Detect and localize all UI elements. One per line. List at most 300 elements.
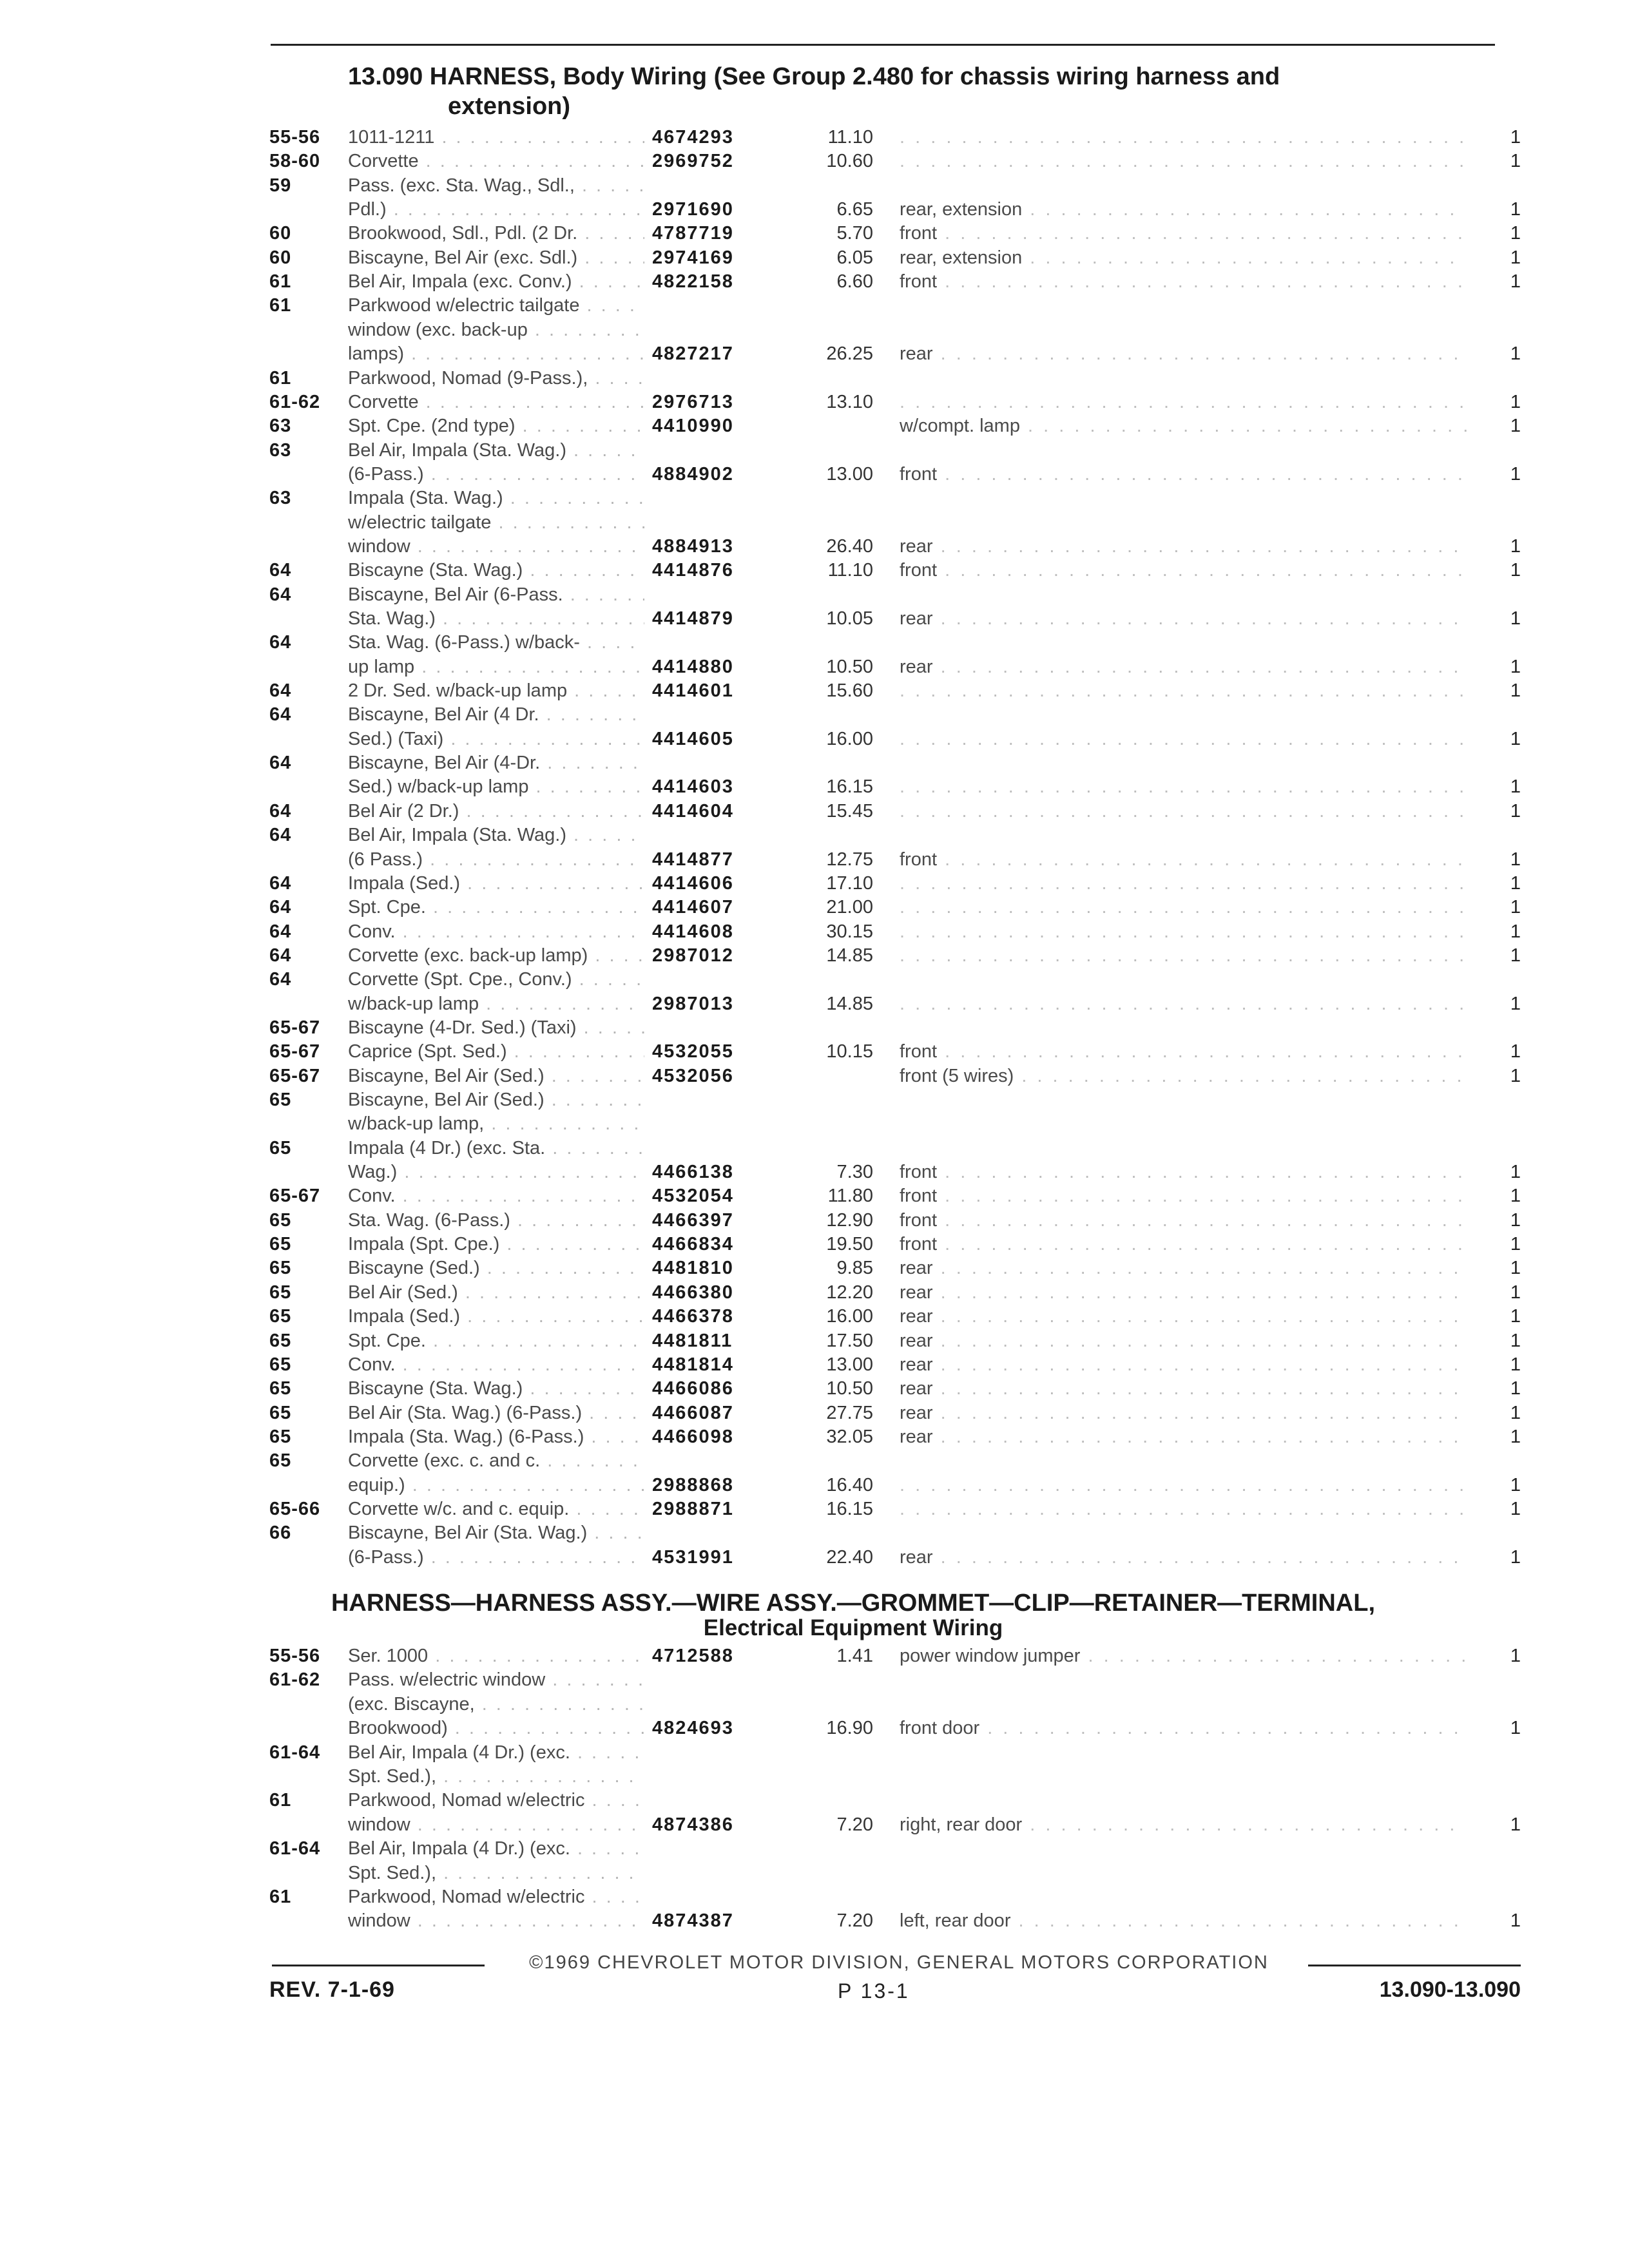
table-row (0, 1741, 1629, 1764)
part-number-cell: 4884913 (652, 535, 734, 557)
model-cell: Corvette (exc. back-up lamp) . . . (348, 944, 644, 967)
part-number-cell: 2971690 (652, 199, 734, 220)
description-cell: w/compt. lamp . . . (900, 414, 1467, 437)
year-cell: 65 (269, 1090, 292, 1110)
description-cell: front . . . (900, 270, 1467, 293)
price-cell: 15.45 (826, 800, 873, 822)
price-cell: 32.05 (826, 1426, 873, 1447)
price-cell: 13.00 (826, 1354, 873, 1375)
price-cell: 17.10 (826, 872, 873, 894)
year-cell: 65 (269, 1282, 292, 1303)
model-cell: Biscayne, Bel Air (4 Dr. . . . (348, 703, 644, 726)
year-cell: 61 (269, 271, 292, 293)
model-cell: Ser. 1000 . . . (348, 1644, 644, 1667)
year-cell: 65-67 (269, 1017, 321, 1038)
price-cell: 27.75 (826, 1402, 873, 1423)
description-cell: rear . . . (900, 1425, 1467, 1448)
quantity-cell: 1 (1510, 776, 1521, 798)
model-cell: window . . . (348, 1909, 644, 1932)
quantity-cell: 1 (1510, 1498, 1521, 1519)
quantity-cell: 1 (1510, 897, 1521, 918)
model-cell: Biscayne, Bel Air (Sed.) . . . (348, 1088, 644, 1111)
quantity-cell: 1 (1510, 223, 1521, 244)
price-cell: 12.75 (826, 849, 873, 870)
quantity-cell: 1 (1510, 1402, 1521, 1423)
part-number-cell: 4466087 (652, 1402, 734, 1423)
model-cell: lamps) . . . (348, 342, 644, 365)
year-cell: 65 (269, 1306, 292, 1327)
description-cell: front . . . (900, 222, 1467, 245)
model-cell: Bel Air, Impala (Sta. Wag.) . . . (348, 439, 644, 462)
description-cell: front (5 wires) . . . (900, 1064, 1467, 1088)
table-row (0, 1716, 1629, 1740)
year-cell: 61-62 (269, 391, 321, 412)
price-cell: 21.00 (826, 897, 873, 918)
price-cell: 7.30 (836, 1162, 873, 1183)
model-cell: Pass. w/electric window . . . (348, 1668, 644, 1691)
price-cell: 14.85 (826, 993, 873, 1014)
quantity-cell: 1 (1510, 1330, 1521, 1351)
part-number-cell: 2976713 (652, 391, 734, 412)
model-cell: Spt. Sed.), . . . (348, 1861, 644, 1885)
model-cell: Corvette (exc. c. and c. . . . (348, 1449, 644, 1472)
price-cell: 10.50 (826, 656, 873, 677)
year-cell: 61 (269, 1790, 292, 1811)
part-number-cell: 4466378 (652, 1306, 734, 1327)
price-cell: 6.60 (836, 271, 873, 293)
model-cell: Corvette (Spt. Cpe., Conv.) . . . (348, 968, 644, 991)
quantity-cell: 1 (1510, 247, 1521, 268)
model-cell: (6 Pass.) . . . (348, 848, 644, 871)
year-cell: 65-66 (269, 1498, 321, 1519)
quantity-cell: 1 (1510, 271, 1521, 293)
year-cell: 64 (269, 584, 292, 605)
description-cell: front . . . (900, 1233, 1467, 1256)
quantity-cell: 1 (1510, 463, 1521, 485)
model-cell: Bel Air (2 Dr.) . . . (348, 800, 644, 823)
description-cell: rear . . . (900, 342, 1467, 365)
model-cell: Bel Air, Impala (4 Dr.) (exc. . . . (348, 1741, 644, 1764)
description-cell: rear . . . (900, 535, 1467, 558)
price-cell: 10.05 (826, 608, 873, 629)
model-cell: Bel Air, Impala (4 Dr.) (exc. . . . (348, 1837, 644, 1860)
year-cell: 61 (269, 367, 292, 389)
part-number-cell: 4466834 (652, 1234, 734, 1255)
table-row (0, 1861, 1629, 1885)
description-cell: front . . . (900, 463, 1467, 486)
quantity-cell: 1 (1510, 728, 1521, 749)
model-cell: Brookwood, Sdl., Pdl. (2 Dr. . . . (348, 222, 644, 245)
price-cell: 16.00 (826, 728, 873, 749)
model-cell: Biscayne, Bel Air (Sed.) . . . (348, 1064, 644, 1088)
model-cell: Corvette . . . (348, 390, 644, 414)
quantity-cell: 1 (1510, 1065, 1521, 1086)
part-number-cell: 4414607 (652, 897, 734, 918)
quantity-cell: 1 (1510, 1646, 1521, 1666)
model-cell: Brookwood) . . . (348, 1716, 644, 1740)
revision-date: REV. 7-1-69 (269, 1977, 395, 2002)
part-number-cell: 4466086 (652, 1378, 734, 1399)
group-range: 13.090-13.090 (1379, 1977, 1521, 2002)
quantity-cell: 1 (1510, 608, 1521, 629)
part-number-cell: 2988871 (652, 1498, 734, 1519)
price-cell: 14.85 (826, 945, 873, 966)
year-cell: 65 (269, 1258, 292, 1279)
description-cell: front . . . (900, 559, 1467, 582)
year-cell: 64 (269, 897, 292, 918)
table-row (0, 1813, 1629, 1836)
quantity-cell: 1 (1510, 1282, 1521, 1303)
table-row (0, 1885, 1629, 1908)
price-cell: 19.50 (826, 1234, 873, 1255)
part-number-cell: 2969752 (652, 151, 734, 172)
page-number: P 13-1 (838, 1979, 910, 2003)
year-cell: 55-56 (269, 127, 321, 148)
price-cell: 16.15 (826, 1498, 873, 1519)
price-cell: 30.15 (826, 921, 873, 942)
price-cell: 22.40 (826, 1546, 873, 1568)
quantity-cell: 1 (1510, 1378, 1521, 1399)
year-cell: 65 (269, 1209, 292, 1231)
part-number-cell: 4532054 (652, 1186, 734, 1207)
quantity-cell: 1 (1510, 1186, 1521, 1207)
heading-line-1: 13.090 HARNESS, Body Wiring (See Group 2.480 for chassis wiring harness and (348, 63, 1280, 90)
year-cell: 65 (269, 1426, 292, 1447)
model-cell: Spt. Cpe. . . . (348, 896, 644, 919)
model-cell: Biscayne (Sed.) . . . (348, 1256, 644, 1280)
description-cell: rear, extension . . . (900, 246, 1467, 269)
description-cell: rear . . . (900, 1401, 1467, 1425)
model-cell: Biscayne, Bel Air (exc. Sdl.) . . . (348, 246, 644, 269)
model-cell: Impala (Spt. Cpe.) . . . (348, 1233, 644, 1256)
model-cell: Impala (4 Dr.) (exc. Sta. . . . (348, 1137, 644, 1160)
model-cell: window . . . (348, 1813, 644, 1836)
model-cell: Sta. Wag.) . . . (348, 607, 644, 630)
price-cell: 16.90 (826, 1718, 873, 1739)
year-cell: 61-64 (269, 1838, 321, 1860)
year-cell: 65 (269, 1378, 292, 1399)
model-cell: Impala (Sed.) . . . (348, 872, 644, 895)
year-cell: 64 (269, 921, 292, 942)
quantity-cell: 1 (1510, 127, 1521, 148)
price-cell: 1.41 (836, 1646, 873, 1666)
model-cell: Bel Air, Impala (Sta. Wag.) . . . (348, 823, 644, 847)
model-cell: Biscayne (Sta. Wag.) . . . (348, 559, 644, 582)
part-number-cell: 2988868 (652, 1474, 734, 1495)
price-cell: 10.50 (826, 1378, 873, 1399)
quantity-cell: 1 (1510, 1474, 1521, 1495)
part-number-cell: 4414601 (652, 680, 734, 702)
model-cell: Corvette w/c. and c. equip. . . . (348, 1497, 644, 1521)
model-cell: Conv. . . . (348, 1353, 644, 1376)
quantity-cell: 1 (1510, 1234, 1521, 1255)
model-cell: Impala (Sta. Wag.) (6-Pass.) . . . (348, 1425, 644, 1448)
model-cell: Biscayne (Sta. Wag.) . . . (348, 1377, 644, 1400)
table-row (0, 1644, 1629, 1667)
quantity-cell: 1 (1510, 1209, 1521, 1231)
part-number-cell: 4414606 (652, 872, 734, 894)
description-cell: rear . . . (900, 1305, 1467, 1328)
part-number-cell: 4414603 (652, 776, 734, 798)
part-number-cell: 4884902 (652, 463, 734, 485)
price-cell: 17.50 (826, 1330, 873, 1351)
quantity-cell: 1 (1510, 416, 1521, 437)
part-number-cell: 4481814 (652, 1354, 734, 1375)
description-cell: rear, extension . . . (900, 198, 1467, 221)
year-cell: 65 (269, 1234, 292, 1255)
quantity-cell: 1 (1510, 535, 1521, 557)
price-cell: 7.20 (836, 1814, 873, 1835)
price-cell: 11.10 (827, 560, 873, 581)
description-cell: rear . . . (900, 1281, 1467, 1304)
description-cell: front . . . (900, 1160, 1467, 1184)
price-cell: 10.15 (826, 1041, 873, 1062)
part-number-cell: 4410990 (652, 416, 734, 437)
part-number-cell: 2987013 (652, 993, 734, 1014)
part-number-cell: 4466380 (652, 1282, 734, 1303)
model-cell: Parkwood, Nomad w/electric . . . (348, 1885, 644, 1908)
part-number-cell: 4827217 (652, 343, 734, 365)
description-cell: front door . . . (900, 1716, 1467, 1740)
quantity-cell: 1 (1510, 1814, 1521, 1835)
year-cell: 64 (269, 560, 292, 581)
part-number-cell: 4532055 (652, 1041, 734, 1062)
part-number-cell: 4481811 (652, 1330, 733, 1351)
year-cell: 64 (269, 825, 292, 846)
heading-line-1: HARNESS—HARNESS ASSY.—WIRE ASSY.—GROMMET—CLIP—RETAINER—TERMINAL, (331, 1590, 1376, 1617)
model-cell: window . . . (348, 535, 644, 558)
year-cell: 63 (269, 439, 292, 461)
year-cell: 63 (269, 416, 292, 437)
year-cell: 58-60 (269, 151, 321, 172)
quantity-cell: 1 (1510, 1258, 1521, 1279)
price-cell: 12.90 (826, 1209, 873, 1231)
year-cell: 65 (269, 1354, 292, 1375)
price-cell: 9.85 (836, 1258, 873, 1279)
year-cell: 64 (269, 872, 292, 894)
year-cell: 65-67 (269, 1041, 321, 1062)
part-number-cell: 4481810 (652, 1258, 734, 1279)
description-cell: left, rear door . . . (900, 1909, 1467, 1932)
part-number-cell: 2987012 (652, 945, 734, 966)
year-cell: 65 (269, 1137, 292, 1158)
price-cell: 13.00 (826, 463, 873, 485)
year-cell: 65-67 (269, 1065, 321, 1086)
description-cell: rear . . . (900, 1329, 1467, 1352)
model-cell: 2 Dr. Sed. w/back-up lamp . . . (348, 679, 644, 702)
model-cell: equip.) . . . (348, 1474, 644, 1497)
description-cell: rear . . . (900, 655, 1467, 678)
model-cell: Parkwood, Nomad (9-Pass.), . . . (348, 367, 644, 390)
price-cell: 15.60 (826, 680, 873, 702)
part-number-cell: 4874387 (652, 1910, 734, 1932)
quantity-cell: 1 (1510, 680, 1521, 702)
part-number-cell: 4787719 (652, 223, 734, 244)
price-cell: 26.25 (826, 343, 873, 365)
description-cell: power window jumper . . . (900, 1644, 1467, 1667)
description-cell: rear . . . (900, 1353, 1467, 1376)
part-number-cell: 4414880 (652, 656, 734, 677)
year-cell: 55-56 (269, 1646, 321, 1666)
description-cell: rear . . . (900, 607, 1467, 630)
year-cell: 65 (269, 1450, 292, 1472)
quantity-cell: 1 (1510, 800, 1521, 822)
price-cell: 16.40 (826, 1474, 873, 1495)
model-cell: Wag.) . . . (348, 1160, 644, 1184)
year-cell: 61-64 (269, 1742, 321, 1763)
heading-line-2: Electrical Equipment Wiring (703, 1615, 1003, 1640)
model-cell: Impala (Sed.) . . . (348, 1305, 644, 1328)
year-cell: 66 (269, 1523, 292, 1544)
part-number-cell: 4712588 (652, 1646, 734, 1666)
quantity-cell: 1 (1510, 343, 1521, 365)
part-number-cell: 4822158 (652, 271, 734, 293)
description-cell: rear . . . (900, 1256, 1467, 1280)
model-cell: 1011-1211 . . . (348, 126, 644, 149)
quantity-cell: 1 (1510, 921, 1521, 942)
model-cell: Pdl.) . . . (348, 198, 644, 221)
table-row (0, 1837, 1629, 1860)
price-cell: 11.80 (827, 1186, 873, 1207)
description-cell: right, rear door . . . (900, 1813, 1467, 1836)
year-cell: 61 (269, 1887, 292, 1907)
price-cell: 6.65 (836, 199, 873, 220)
price-cell: 5.70 (836, 223, 873, 244)
description-cell: front . . . (900, 1184, 1467, 1207)
year-cell: 65 (269, 1330, 292, 1351)
model-cell: Impala (Sta. Wag.) . . . (348, 486, 644, 510)
model-cell: Conv. . . . (348, 920, 644, 943)
price-cell: 7.20 (836, 1910, 873, 1932)
description-cell: front . . . (900, 848, 1467, 871)
model-cell: Biscayne, Bel Air (6-Pass. . . . (348, 583, 644, 606)
model-cell: Spt. Sed.), . . . (348, 1765, 644, 1788)
year-cell: 63 (269, 488, 292, 509)
description-cell: rear . . . (900, 1546, 1467, 1569)
model-cell: Sta. Wag. (6-Pass.) . . . (348, 1209, 644, 1232)
part-number-cell: 4414605 (652, 728, 734, 749)
year-cell: 65-67 (269, 1186, 321, 1207)
model-cell: Corvette . . . (348, 149, 644, 173)
model-cell: Bel Air (Sta. Wag.) (6-Pass.) . . . (348, 1401, 644, 1425)
part-number-cell: 4414877 (652, 849, 734, 870)
year-cell: 64 (269, 800, 292, 822)
model-cell: Sed.) (Taxi) . . . (348, 727, 644, 751)
description-cell: rear . . . (900, 1377, 1467, 1400)
model-cell: Caprice (Spt. Sed.) . . . (348, 1040, 644, 1063)
price-cell: 16.00 (826, 1306, 873, 1327)
copyright-line: ©1969 CHEVROLET MOTOR DIVISION, GENERAL MOTORS CORPORATION (529, 1952, 1269, 1973)
quantity-cell: 1 (1510, 656, 1521, 677)
model-cell: Sta. Wag. (6-Pass.) w/back- . . . (348, 631, 644, 654)
table-row (0, 1789, 1629, 1812)
quantity-cell: 1 (1510, 1718, 1521, 1739)
part-number-cell: 4414604 (652, 800, 734, 822)
quantity-cell: 1 (1510, 1546, 1521, 1568)
price-cell: 12.20 (826, 1282, 873, 1303)
quantity-cell: 1 (1510, 151, 1521, 172)
quantity-cell: 1 (1510, 391, 1521, 412)
table-row (0, 1668, 1629, 1691)
year-cell: 61-62 (269, 1669, 321, 1691)
year-cell: 64 (269, 753, 292, 774)
quantity-cell: 1 (1510, 993, 1521, 1014)
part-number-cell: 4532056 (652, 1065, 734, 1086)
model-cell: Bel Air, Impala (exc. Conv.) . . . (348, 270, 644, 293)
model-cell: Bel Air (Sed.) . . . (348, 1281, 644, 1304)
price-cell: 11.10 (827, 127, 873, 148)
model-cell: up lamp . . . (348, 655, 644, 678)
quantity-cell: 1 (1510, 945, 1521, 966)
price-cell: 13.10 (826, 391, 873, 412)
model-cell: w/back-up lamp . . . (348, 992, 644, 1015)
model-cell: (exc. Biscayne, . . . (348, 1693, 644, 1716)
part-number-cell: 2974169 (652, 247, 734, 268)
quantity-cell: 1 (1510, 1306, 1521, 1327)
price-cell: 26.40 (826, 535, 873, 557)
quantity-cell: 1 (1510, 872, 1521, 894)
description-cell: front . . . (900, 1209, 1467, 1232)
model-cell: (6-Pass.) . . . (348, 1546, 644, 1569)
description-cell: front . . . (900, 1040, 1467, 1063)
footer-rule-left (272, 1965, 485, 1966)
model-cell: Biscayne, Bel Air (4-Dr. . . . (348, 751, 644, 774)
year-cell: 64 (269, 680, 292, 702)
model-cell: Biscayne (4-Dr. Sed.) (Taxi) . . . (348, 1016, 644, 1039)
part-number-cell: 4466098 (652, 1426, 734, 1447)
table-row (0, 1909, 1629, 1932)
part-number-cell: 4414876 (652, 560, 734, 581)
model-cell: window (exc. back-up . . . (348, 318, 644, 341)
quantity-cell: 1 (1510, 199, 1521, 220)
model-cell: (6-Pass.) . . . (348, 463, 644, 486)
part-number-cell: 4531991 (652, 1546, 734, 1568)
quantity-cell: 1 (1510, 849, 1521, 870)
model-cell: Sed.) w/back-up lamp . . . (348, 775, 644, 798)
model-cell: Conv. . . . (348, 1184, 644, 1207)
part-number-cell: 4466397 (652, 1209, 734, 1231)
table-row (0, 1693, 1629, 1716)
model-cell: Biscayne, Bel Air (Sta. Wag.) . . . (348, 1521, 644, 1544)
table-row (0, 1765, 1629, 1788)
part-number-cell: 4466138 (652, 1162, 734, 1183)
model-cell: Parkwood, Nomad w/electric . . . (348, 1789, 644, 1812)
model-cell: Spt. Cpe. . . . (348, 1329, 644, 1352)
quantity-cell: 1 (1510, 1041, 1521, 1062)
model-cell: w/electric tailgate . . . (348, 511, 644, 534)
year-cell: 60 (269, 223, 292, 244)
year-cell: 65 (269, 1402, 292, 1423)
year-cell: 61 (269, 295, 292, 316)
part-number-cell: 4414608 (652, 921, 734, 942)
quantity-cell: 1 (1510, 1354, 1521, 1375)
quantity-cell: 1 (1510, 1910, 1521, 1932)
part-number-cell: 4874386 (652, 1814, 734, 1835)
model-cell: Parkwood w/electric tailgate . . . (348, 294, 644, 317)
heading-line-2: extension) (448, 93, 571, 120)
price-cell: 10.60 (826, 151, 873, 172)
model-cell: w/back-up lamp, . . . (348, 1112, 644, 1135)
model-cell: Pass. (exc. Sta. Wag., Sdl., . . . (348, 174, 644, 197)
year-cell: 60 (269, 247, 292, 268)
year-cell: 64 (269, 969, 292, 990)
year-cell: 59 (269, 175, 292, 196)
model-cell: Spt. Cpe. (2nd type) . . . (348, 414, 644, 437)
part-number-cell: 4824693 (652, 1718, 734, 1739)
quantity-cell: 1 (1510, 1162, 1521, 1183)
quantity-cell: 1 (1510, 560, 1521, 581)
year-cell: 64 (269, 945, 292, 966)
